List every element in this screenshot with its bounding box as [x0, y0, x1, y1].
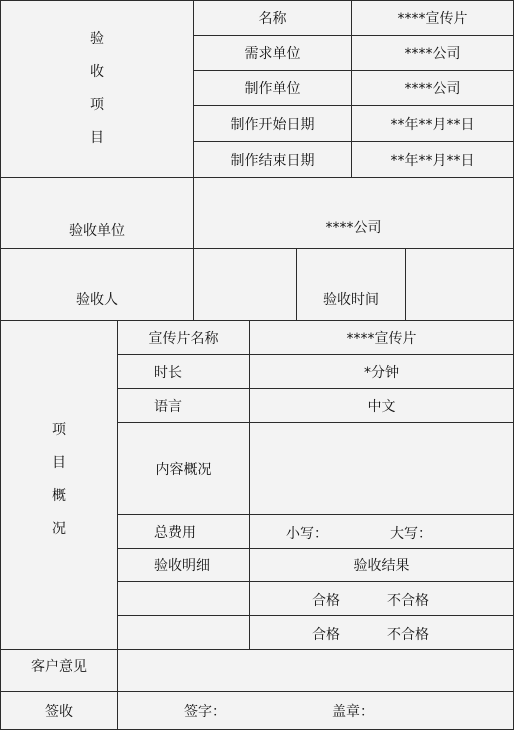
value-start-date: **年**月**日 [351, 105, 514, 142]
acceptance-unit-label: 验收单位 [69, 223, 125, 239]
value-content-overview [249, 422, 514, 515]
label-name: 名称 [193, 0, 352, 36]
acceptance-time-label: 验收时间 [323, 292, 379, 308]
fail-option: 不合格 [387, 593, 429, 609]
fee-big-label: 大写： [390, 526, 432, 542]
label-acceptance-result: 验收结果 [249, 548, 514, 582]
value-end-date: **年**月**日 [351, 141, 514, 178]
title-char: 目 [52, 455, 66, 471]
value-name: ****宣传片 [351, 0, 514, 36]
label-start-date: 制作开始日期 [193, 105, 352, 142]
title-char: 项 [52, 422, 66, 438]
detail-item-1 [117, 581, 250, 616]
label-total-fee: 总费用 [117, 514, 250, 549]
result-row-2 [249, 615, 514, 650]
label-acceptor [0, 248, 194, 321]
label-acceptance-detail: 验收明细 [117, 548, 250, 582]
result-row-1 [249, 581, 514, 616]
title-char: 目 [90, 130, 104, 146]
label-duration: 时长 [117, 354, 250, 389]
value-acceptance-time [405, 248, 514, 321]
pass-option: 合格 [312, 627, 340, 643]
label-film-name: 宣传片名称 [117, 320, 250, 355]
value-total-fee [249, 514, 514, 549]
label-signoff: 签收 [0, 691, 118, 730]
signature-label: 签字： [184, 704, 226, 720]
value-client-opinion [117, 649, 514, 692]
label-language: 语言 [117, 388, 250, 423]
title-char: 况 [52, 521, 66, 537]
client-opinion-label: 客户意见 [31, 659, 87, 675]
title-char: 收 [90, 64, 104, 80]
label-acceptance-unit [0, 177, 194, 249]
pass-option: 合格 [312, 593, 340, 609]
acceptor-label: 验收人 [76, 292, 118, 308]
title-char: 概 [52, 488, 66, 504]
value-acceptor [193, 248, 297, 321]
seal-label: 盖章： [332, 704, 374, 720]
fail-option: 不合格 [387, 627, 429, 643]
section-project-overview-title [0, 320, 118, 650]
fee-small-label: 小写： [286, 526, 328, 542]
value-production-unit: ****公司 [351, 70, 514, 106]
value-film-name: ****宣传片 [249, 320, 514, 355]
value-acceptance-unit: ****公司 [193, 177, 514, 249]
label-client-opinion [0, 649, 118, 692]
title-char: 验 [90, 31, 104, 47]
section-acceptance-project-title [0, 0, 194, 178]
detail-item-2 [117, 615, 250, 650]
label-production-unit: 制作单位 [193, 70, 352, 106]
label-demand-unit: 需求单位 [193, 35, 352, 71]
value-demand-unit: ****公司 [351, 35, 514, 71]
value-signoff [117, 691, 514, 730]
value-duration: *分钟 [249, 354, 514, 389]
label-content-overview: 内容概况 [117, 422, 250, 515]
label-end-date: 制作结束日期 [193, 141, 352, 178]
label-acceptance-time [296, 248, 406, 321]
value-language: 中文 [249, 388, 514, 423]
title-char: 项 [90, 97, 104, 113]
